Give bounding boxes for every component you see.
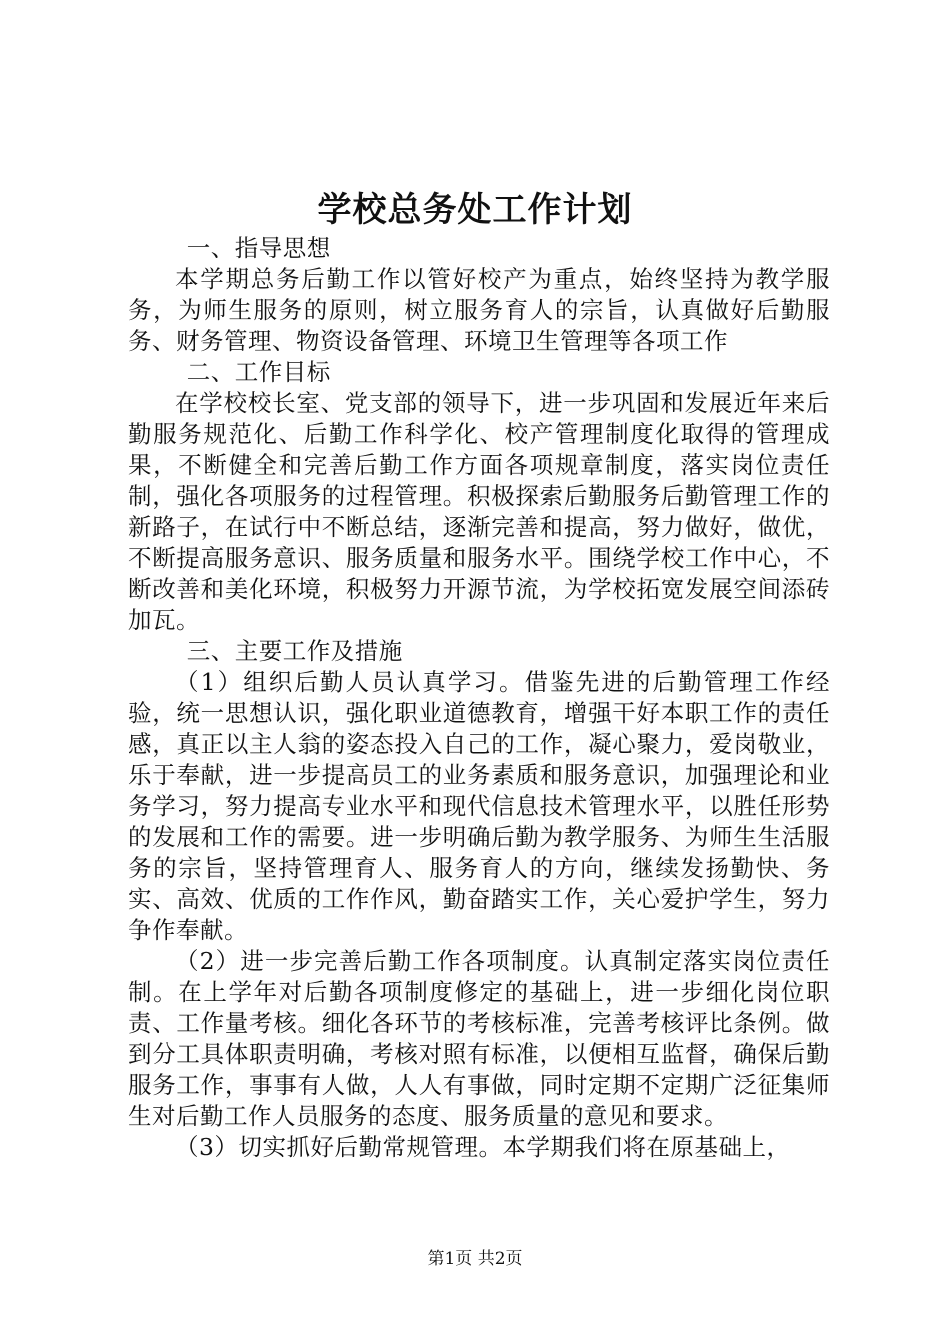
- section-heading-work-goals: 二、工作目标: [186, 358, 331, 386]
- paragraph-item-3: （3）切实抓好后勤常规管理。本学期我们将在原基础上，: [175, 1133, 791, 1161]
- section-heading-main-work: 三、主要工作及措施: [186, 637, 403, 665]
- section-heading-guiding-thought: 一、指导思想: [186, 234, 331, 262]
- paragraph-guiding-thought: 本学期总务后勤工作以管好校产为重点，始终坚持为教学服务，为师生服务的原则，树立服务育人的宗旨，认真做好后勤服务、财务管理、物资设备管理、环境卫生管理等各项工作: [128, 265, 830, 355]
- document-title: 学校总务处工作计划: [317, 190, 633, 230]
- page-number-footer: 第1页 共2页: [427, 1249, 523, 1269]
- paragraph-item-2: （2）进一步完善后勤工作各项制度。认真制定落实岗位责任制。在上学年对后勤各项制度修定的基础上，进一步细化岗位职责、工作量考核。细化各环节的考核标准，完善考核评比条例。做到分工具体职责明确，考核对照有标准，以便相互监督，确保后勤服务工作，事事有人做，人人有事做，同时定期不定期广泛征集师生对后勤工作人员服务的态度、服务质量的意见和要求。: [128, 947, 830, 1130]
- document-body: [128, 233, 830, 1163]
- paragraph-item-1: （1）组织后勤人员认真学习。借鉴先进的后勤管理工作经验，统一思想认识，强化职业道德教育，增强干好本职工作的责任感，真正以主人翁的姿态投入自己的工作，凝心聚力，爱岗敬业，乐于奉献，进一步提高员工的业务素质和服务意识，加强理论和业务学习，努力提高专业水平和现代信息技术管理水平，以胜任形势的发展和工作的需要。进一步明确后勤为教学服务、为师生生活服务的宗旨，坚持管理育人、服务育人的方向，继续发扬勤快、务实、高效、优质的工作作风，勤奋踏实工作，关心爱护学生，努力争作奉献。: [128, 668, 830, 944]
- paragraph-work-goals: 在学校校长室、党支部的领导下，进一步巩固和发展近年来后勤服务规范化、后勤工作科学化、校产管理制度化取得的管理成果，不断健全和完善后勤工作方面各项规章制度，落实岗位责任制，强化各项服务的过程管理。积极探索后勤服务后勤管理工作的新路子，在试行中不断总结，逐渐完善和提高，努力做好，做优，不断提高服务意识、服务质量和服务水平。围绕学校工作中心，不断改善和美化环境，积极努力开源节流，为学校拓宽发展空间添砖加瓦。: [128, 389, 830, 634]
